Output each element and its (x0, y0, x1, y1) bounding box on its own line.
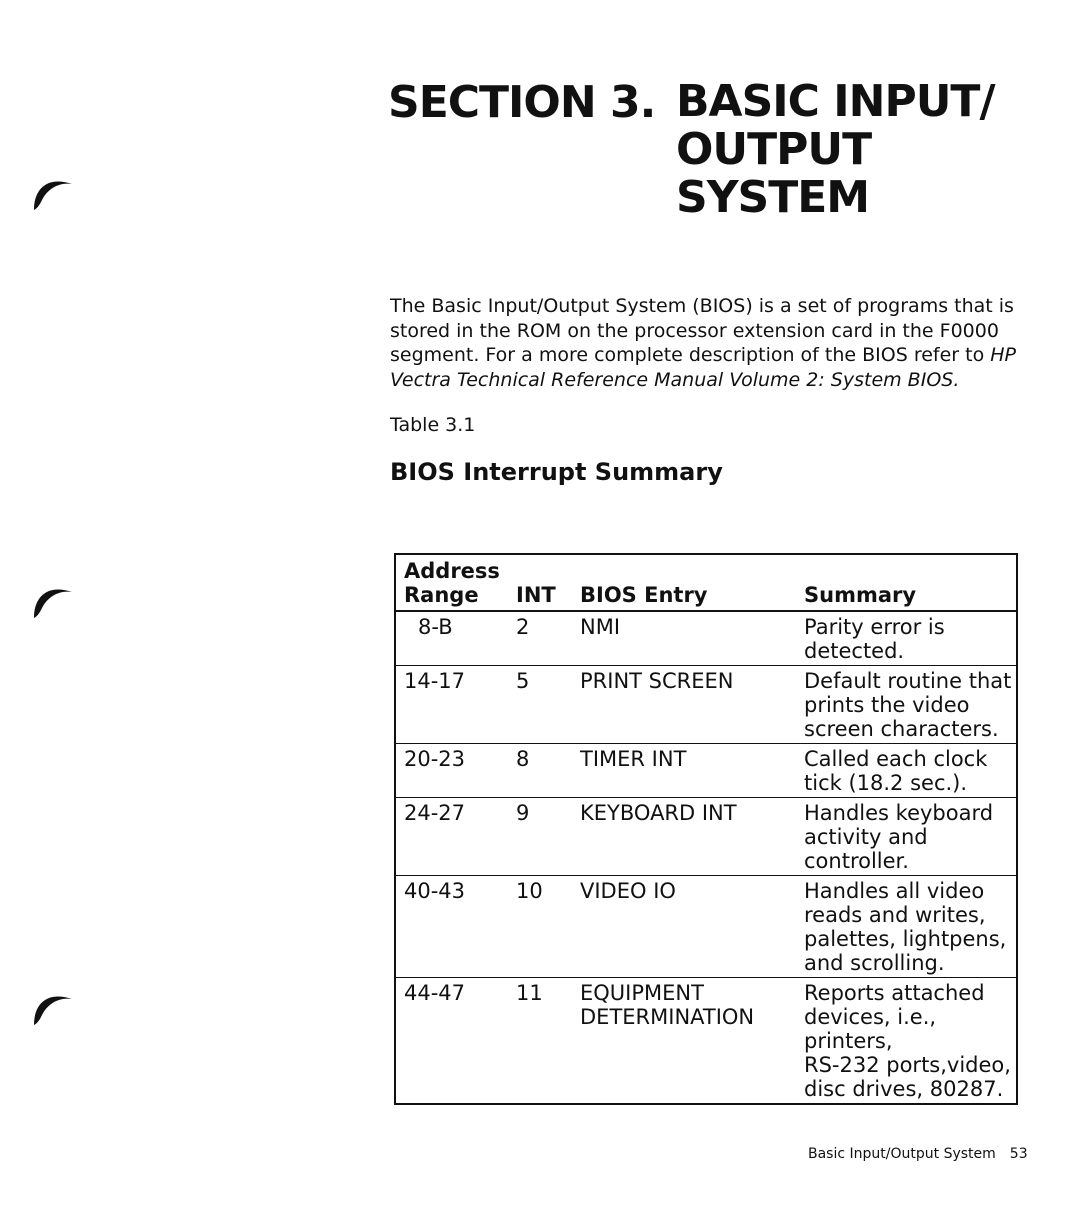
cell-address-range: 8-B (395, 611, 508, 666)
page-footer (808, 1146, 1028, 1162)
table-row (395, 798, 1017, 876)
section-title (676, 78, 995, 222)
section-number: SECTION 3. (388, 77, 656, 128)
cell-summary: Parity error is detected. (796, 611, 1017, 666)
cell-int: 8 (508, 744, 572, 798)
cell-summary: Handles all video reads and writes, palettes, lightpens, and scrolling. (796, 876, 1017, 978)
cell-summary: Called each clock tick (18.2 sec.). (796, 744, 1017, 798)
header-address-range: Address Range (395, 554, 508, 611)
cell-bios-entry: KEYBOARD INT (572, 798, 796, 876)
cell-summary: Handles keyboard activity and controller. (796, 798, 1017, 876)
intro-paragraph (390, 294, 1030, 392)
manual-reference: HP Vectra Technical Reference Manual Volume 2: System BIOS. (390, 344, 1016, 391)
table-header-row (395, 554, 1017, 611)
cell-int: 9 (508, 798, 572, 876)
cell-int: 10 (508, 876, 572, 978)
section-title-line: SYSTEM (676, 172, 870, 223)
cell-address-range: 24-27 (395, 798, 508, 876)
table-row (395, 978, 1017, 1105)
cell-int: 5 (508, 666, 572, 744)
cell-bios-entry: EQUIPMENT DETERMINATION (580, 981, 755, 1029)
cell-int: 2 (508, 611, 572, 666)
cell-bios-entry: TIMER INT (572, 744, 796, 798)
cell-address-range: 14-17 (395, 666, 508, 744)
cell-address-range: 44-47 (404, 981, 466, 1005)
header-bios-entry: BIOS Entry (572, 554, 796, 611)
section-title-line: OUTPUT (676, 124, 872, 175)
binder-hole-mark-icon (30, 985, 76, 1031)
cell-int: 11 (516, 981, 543, 1005)
cell-bios-entry: NMI (572, 611, 796, 666)
binder-hole-mark-icon (30, 578, 76, 624)
cell-address-range: 20-23 (395, 744, 508, 798)
cell-address-range: 40-43 (395, 876, 508, 978)
cell-summary: Reports attached devices, i.e., printers, RS-232 ports,video, disc drives, 80287. (804, 981, 1011, 1101)
footer-label: Basic Input/Output System (808, 1146, 996, 1162)
table-row (395, 666, 1017, 744)
table-heading: BIOS Interrupt Summary (390, 458, 723, 486)
table-row (395, 876, 1017, 978)
table-row (395, 611, 1017, 666)
cell-bios-entry: PRINT SCREEN (572, 666, 796, 744)
bios-interrupt-table (394, 553, 1018, 1105)
intro-text: The Basic Input/Output System (BIOS) is a set of programs that is stored in the ROM on the processor extension card in the F0000 segment. For a more complete description of the BIOS refer to (390, 295, 1014, 366)
cell-summary: Default routine that prints the video screen characters. (796, 666, 1017, 744)
table-row (395, 744, 1017, 798)
header-int: INT (508, 554, 572, 611)
page-number: 53 (1009, 1146, 1028, 1162)
section-title-line: BASIC INPUT/ (676, 76, 995, 127)
binder-hole-mark-icon (30, 170, 76, 216)
table-label: Table 3.1 (390, 414, 476, 436)
header-summary: Summary (796, 554, 1017, 611)
cell-bios-entry: VIDEO IO (572, 876, 796, 978)
